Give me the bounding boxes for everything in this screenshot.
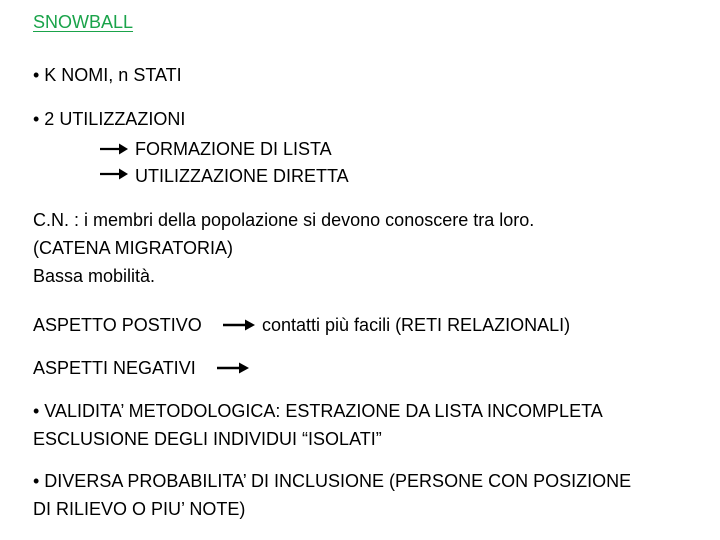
- bullet-utilizzazioni: • 2 UTILIZZAZIONI: [33, 109, 186, 129]
- cn-line-3: Bassa mobilità.: [33, 266, 156, 286]
- negative-item-1-line-2: ESCLUSIONE DEGLI INDIVIDUI “ISOLATI”: [33, 429, 382, 449]
- cn-line-1: C.N. : i membri della popolazione si devono conoscere tra loro.: [33, 210, 535, 230]
- positive-label: ASPETTO POSTIVO: [33, 315, 202, 335]
- negative-item-1-line-1: • VALIDITA’ METODOLOGICA: ESTRAZIONE DA LISTA INCOMPLETA: [33, 401, 603, 421]
- right-arrow-icon: [99, 142, 129, 156]
- right-arrow-icon: [222, 318, 256, 332]
- cn-line-2: (CATENA MIGRATORIA): [33, 238, 234, 258]
- negative-item-2-line-1: • DIVERSA PROBABILITA’ DI INCLUSIONE (PERSONE CON POSIZIONE: [33, 471, 632, 491]
- positive-text: contatti più facili (RETI RELAZIONALI): [262, 315, 571, 335]
- negative-item-2-line-2: DI RILIEVO O PIU’ NOTE): [33, 499, 246, 519]
- slide-title: SNOWBALL: [33, 12, 134, 32]
- negative-label: ASPETTI NEGATIVI: [33, 358, 196, 378]
- right-arrow-icon: [99, 167, 129, 181]
- sub-item-formazione: FORMAZIONE DI LISTA: [135, 139, 332, 159]
- sub-item-utilizzazione: UTILIZZAZIONE DIRETTA: [135, 166, 349, 186]
- right-arrow-icon: [216, 361, 250, 375]
- bullet-k-nomi: • K NOMI, n STATI: [33, 65, 182, 85]
